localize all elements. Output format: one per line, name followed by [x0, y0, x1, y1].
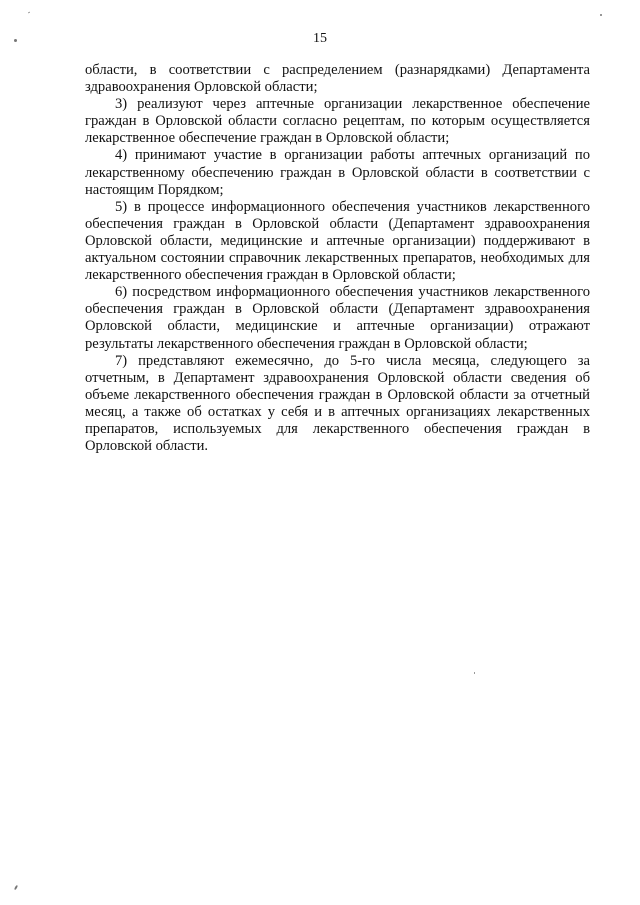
scan-speck	[600, 14, 602, 16]
document-body	[85, 62, 590, 455]
paragraph-item-6: 6) посредством информационного обеспечения участников лекарственного обеспечения граждан в Орловской области (Департамент здравоохранения Орловской области, медицинские и аптечные организации) отражают результаты лекарственного обеспечения граждан в Орловской области;	[85, 284, 590, 352]
page-number: 15	[313, 31, 327, 46]
scan-speck	[28, 11, 30, 13]
scan-speck	[474, 672, 475, 674]
paragraph-continuation: области, в соответствии с распределением (разнарядками) Департамента здравоохранения Орловской области;	[85, 62, 590, 96]
paragraph-item-3: 3) реализуют через аптечные организации лекарственное обеспечение граждан в Орловской области согласно рецептам, по которым осуществляется лекарственное обеспечение граждан в Орловской области;	[85, 96, 590, 147]
paragraph-item-4: 4) принимают участие в организации работы аптечных организаций по лекарственному обеспечению граждан в Орловской области в соответствии с настоящим Порядком;	[85, 147, 590, 198]
scan-speck	[14, 885, 18, 890]
paragraph-item-7: 7) представляют ежемесячно, до 5-го числа месяца, следующего за отчетным, в Департамент здравоохранения Орловской области сведения об объеме лекарственного обеспечения граждан в Орловской области за отчетный месяц, а также об остатках у себя и в аптечных организациях лекарственных препаратов, используемых для лекарственного обеспечения граждан в Орловской области.	[85, 352, 590, 455]
paragraph-item-5: 5) в процессе информационного обеспечения участников лекарственного обеспечения граждан в Орловской области (Департамент здравоохранения Орловской области, медицинские и аптечные организации) поддерживают в актуальном состоянии справочник лекарственных препаратов, необходимых для лекарственного обеспечения граждан в Орловской области;	[85, 198, 590, 284]
